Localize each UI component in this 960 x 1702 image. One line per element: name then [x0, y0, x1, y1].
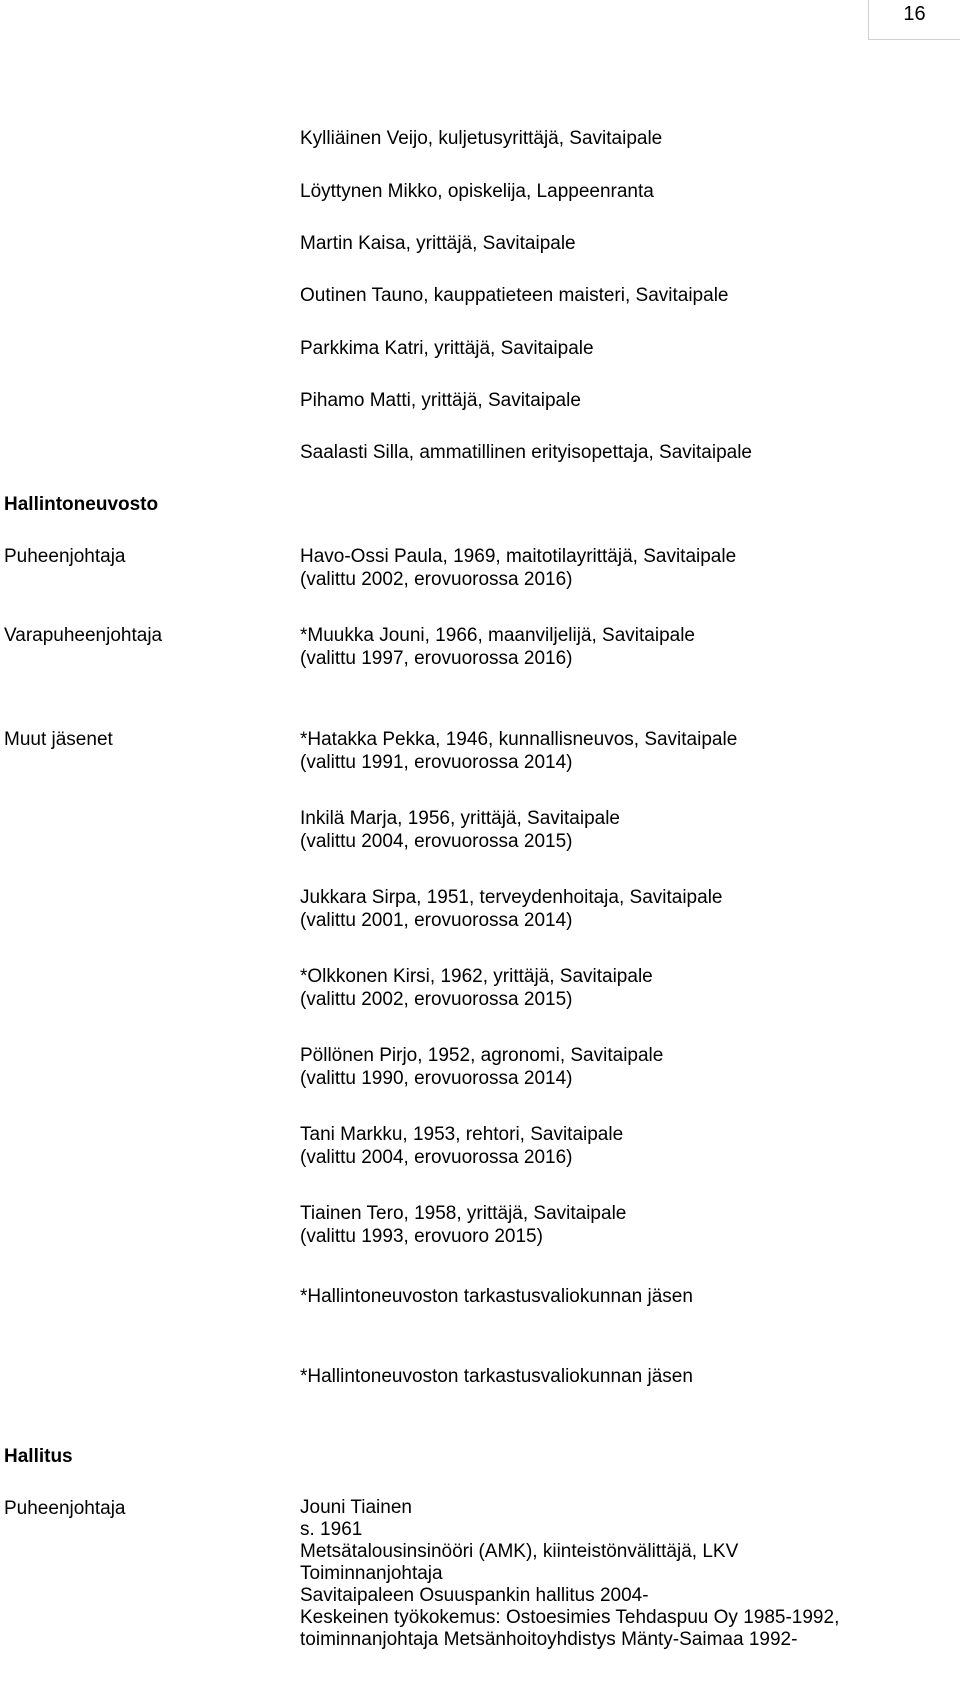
entry-term: (valittu 1991, erovuorossa 2014) — [300, 752, 573, 773]
vice-chair-label: Varapuheenjohtaja — [4, 625, 163, 646]
entry-line: Inkilä Marja, 1956, yrittäjä, Savitaipale — [300, 808, 620, 829]
section-heading-hallitus: Hallitus — [4, 1446, 73, 1467]
member-line: Löyttynen Mikko, opiskelija, Lappeenranta — [300, 181, 654, 202]
entry-line: s. 1961 — [300, 1519, 363, 1540]
entry-line: Tiainen Tero, 1958, yrittäjä, Savitaipale — [300, 1203, 627, 1224]
footnote: *Hallintoneuvoston tarkastusvaliokunnan jäsen — [300, 1366, 693, 1387]
entry-term: (valittu 1990, erovuorossa 2014) — [300, 1068, 573, 1089]
entry-line: Jukkara Sirpa, 1951, terveydenhoitaja, Savitaipale — [300, 887, 723, 908]
member-entry — [300, 728, 737, 774]
entry-term: (valittu 1993, erovuoro 2015) — [300, 1226, 543, 1247]
entry-term: (valittu 2001, erovuorossa 2014) — [300, 910, 573, 931]
entry-line: *Hatakka Pekka, 1946, kunnallisneuvos, Savitaipale — [300, 729, 738, 750]
entry-line: Tani Markku, 1953, rehtori, Savitaipale — [300, 1124, 624, 1145]
entry-line: Havo-Ossi Paula, 1969, maitotilayrittäjä, Savitaipale — [300, 546, 737, 567]
page-number: 16 — [868, 0, 960, 40]
section-heading-hallintoneuvosto: Hallintoneuvosto — [4, 494, 159, 515]
member-line: Outinen Tauno, kauppatieteen maisteri, Savitaipale — [300, 285, 729, 306]
board-chair-entry — [300, 1497, 839, 1651]
member-line: Parkkima Katri, yrittäjä, Savitaipale — [300, 338, 594, 359]
member-line: Pihamo Matti, yrittäjä, Savitaipale — [300, 390, 581, 411]
board-chair-label: Puheenjohtaja — [4, 1498, 126, 1519]
entry-term: (valittu 2002, erovuorossa 2016) — [300, 569, 573, 590]
chair-label: Puheenjohtaja — [4, 546, 126, 567]
entry-line: toiminnanjohtaja Metsänhoitoyhdistys Mänty-Saimaa 1992- — [300, 1629, 798, 1650]
member-entry — [300, 1044, 663, 1090]
member-entry — [300, 965, 653, 1011]
member-entry — [300, 807, 620, 853]
member-line: Martin Kaisa, yrittäjä, Savitaipale — [300, 233, 576, 254]
entry-line: Metsätalousinsinööri (AMK), kiinteistönvälittäjä, LKV — [300, 1541, 739, 1562]
other-members-label: Muut jäsenet — [4, 729, 113, 750]
entry-term: (valittu 2002, erovuorossa 2015) — [300, 989, 573, 1010]
vice-chair-entry — [300, 624, 695, 670]
entry-term: (valittu 1997, erovuorossa 2016) — [300, 648, 573, 669]
member-entry — [300, 886, 722, 932]
member-entry — [300, 1202, 626, 1248]
entry-term: (valittu 2004, erovuorossa 2015) — [300, 831, 573, 852]
entry-line: Savitaipaleen Osuuspankin hallitus 2004- — [300, 1585, 649, 1606]
member-line: Saalasti Silla, ammatillinen erityisopettaja, Savitaipale — [300, 442, 753, 463]
entry-line: *Muukka Jouni, 1966, maanviljelijä, Savitaipale — [300, 625, 696, 646]
footnote: *Hallintoneuvoston tarkastusvaliokunnan jäsen — [300, 1286, 693, 1307]
entry-line: Toiminnanjohtaja — [300, 1563, 443, 1584]
chair-entry — [300, 545, 736, 591]
member-entry — [300, 1123, 623, 1169]
entry-line: Pöllönen Pirjo, 1952, agronomi, Savitaipale — [300, 1045, 664, 1066]
entry-line: Keskeinen työkokemus: Ostoesimies Tehdaspuu Oy 1985-1992, — [300, 1607, 840, 1628]
entry-line: Jouni Tiainen — [300, 1497, 412, 1518]
entry-term: (valittu 2004, erovuorossa 2016) — [300, 1147, 573, 1168]
member-line: Kylliäinen Veijo, kuljetusyrittäjä, Savitaipale — [300, 128, 663, 149]
entry-line: *Olkkonen Kirsi, 1962, yrittäjä, Savitaipale — [300, 966, 653, 987]
